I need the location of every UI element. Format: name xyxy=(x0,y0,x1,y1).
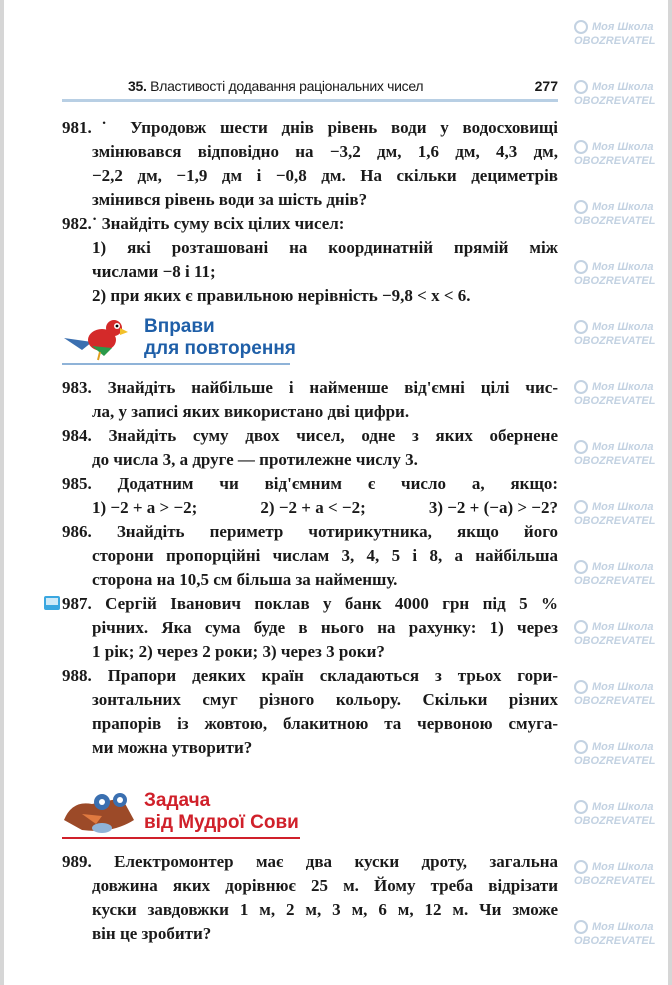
banner-underline xyxy=(62,363,290,365)
banner-title-line1: Задача xyxy=(144,790,211,811)
problem-line: 2) при яких є правильною нерівність −9,8 < x < 6. xyxy=(92,286,471,305)
watermark: Моя Школа OBOZREVATEL xyxy=(574,441,656,468)
computer-icon xyxy=(44,596,60,610)
problem-line: сторона на 10,5 см більша за найменшу. xyxy=(92,570,398,589)
problem-line: 985. Додатним чи від'ємним є число a, якщо: xyxy=(62,474,558,493)
watermark: Моя Школа OBOZREVATEL xyxy=(574,681,656,708)
page-edge-right xyxy=(668,0,672,985)
problem-line: ми можна утворити? xyxy=(92,738,253,757)
parrot-icon xyxy=(62,316,140,364)
problem-line: куски завдовжки 1 м, 2 м, 3 м, 6 м, 12 м. Чи зможе xyxy=(92,900,558,919)
problem-line: числами −8 і 11; xyxy=(92,262,216,281)
problem-line: до числа 3, а друге — протилежне числу 3. xyxy=(92,450,418,469)
watermark: Моя Школа OBOZREVATEL xyxy=(574,261,656,288)
problem-line: змінювався відповідно на −3,2 дм, 1,6 дм, 4,3 дм, xyxy=(92,142,558,161)
banner-title-line2: для повторення xyxy=(144,338,296,359)
watermark-logo-icon xyxy=(574,260,588,274)
banner-underline xyxy=(62,837,300,839)
problem-line: 989. Електромонтер має два куски дроту, загальна xyxy=(62,852,558,871)
watermark-logo-icon xyxy=(574,920,588,934)
watermark-logo-icon xyxy=(574,560,588,574)
watermark: Моя Школа OBOZREVATEL xyxy=(574,81,656,108)
problem-line: 983. Знайдіть найбільше і найменше від'ємні цілі чис- xyxy=(62,378,558,397)
page-number: 277 xyxy=(534,78,558,94)
watermark-logo-icon xyxy=(574,740,588,754)
watermark: Моя Школа OBOZREVATEL xyxy=(574,201,656,228)
problem-item xyxy=(62,212,558,308)
section-number: 35. xyxy=(128,78,147,94)
watermark: Моя Школа OBOZREVATEL xyxy=(574,801,656,828)
problem-item xyxy=(62,664,558,760)
problem-line: 987. Сергій Іванович поклав у банк 4000 грн під 5 % xyxy=(62,594,558,613)
banner-title-line2: від Мудрої Сови xyxy=(144,812,299,833)
banner-title-line1: Вправи xyxy=(144,316,215,337)
page-body xyxy=(62,116,558,946)
watermark: Моя Школа OBOZREVATEL xyxy=(574,321,656,348)
running-header xyxy=(128,78,558,98)
watermark-logo-icon xyxy=(574,20,588,34)
problem-item xyxy=(62,116,558,212)
watermark-logo-icon xyxy=(574,800,588,814)
watermark: Моя Школа OBOZREVATEL xyxy=(574,21,656,48)
problem-item xyxy=(62,850,558,946)
watermark: Моя Школа OBOZREVATEL xyxy=(574,861,656,888)
problem-line: 1 рік; 2) через 2 роки; 3) через 3 роки? xyxy=(92,642,385,661)
watermark: Моя Школа OBOZREVATEL xyxy=(574,921,656,948)
problem-line: 988. Прапори деяких країн складаються з трьох гори- xyxy=(62,666,558,685)
watermark-logo-icon xyxy=(574,140,588,154)
watermark: Моя Школа OBOZREVATEL xyxy=(574,741,656,768)
problems-981-982 xyxy=(62,116,558,308)
watermark-logo-icon xyxy=(574,860,588,874)
problem-line: змінився рівень води за шість днів? xyxy=(92,190,368,209)
watermark-logo-icon xyxy=(574,500,588,514)
problem-line: 984. Знайдіть суму двох чисел, одне з яких обернене xyxy=(62,426,558,445)
problem-989 xyxy=(62,850,558,946)
option: 3) −2 + (−a) > −2? xyxy=(428,498,558,517)
problem-line: 982.˙ Знайдіть суму всіх цілих чисел: xyxy=(62,214,345,233)
header-rule xyxy=(62,99,558,102)
problem-line: 986. Знайдіть периметр чотирикутника, якщо його xyxy=(62,522,558,541)
watermark-logo-icon xyxy=(574,620,588,634)
problem-line: зонтальних смуг різного кольору. Скільки різних xyxy=(92,690,558,709)
watermark-logo-icon xyxy=(574,440,588,454)
watermark: Моя Школа OBOZREVATEL xyxy=(574,501,656,528)
watermark: Моя Школа OBOZREVATEL xyxy=(574,621,656,648)
page-edge-left xyxy=(0,0,4,985)
problem-item xyxy=(62,424,558,472)
answer-options xyxy=(92,496,558,520)
section-banner-review xyxy=(62,316,558,366)
problem-item xyxy=(62,592,558,664)
watermark-logo-icon xyxy=(574,80,588,94)
watermark: Моя Школа OBOZREVATEL xyxy=(574,381,656,408)
option: 1) −2 + a > −2; xyxy=(92,498,198,517)
problem-item xyxy=(62,520,558,592)
problem-line: прапорів із жовтою, блакитною та червоною смуга- xyxy=(92,714,558,733)
watermark: Моя Школа OBOZREVATEL xyxy=(574,141,656,168)
option: 2) −2 + a < −2; xyxy=(260,498,366,517)
problem-item xyxy=(62,472,558,520)
problem-line: сторони пропорційні числам 3, 4, 5 і 8, а найбільша xyxy=(92,546,558,565)
problem-line: 1) які розташовані на координатній прямій між xyxy=(92,238,558,257)
problem-line: ла, у записі яких використано дві цифри. xyxy=(92,402,410,421)
watermark-logo-icon xyxy=(574,680,588,694)
watermark-logo-icon xyxy=(574,200,588,214)
watermark-logo-icon xyxy=(574,320,588,334)
problem-line: річних. Яка сума буде в нього на рахунку: 1) через xyxy=(92,618,558,637)
section-banner-owl xyxy=(62,790,558,840)
problem-item xyxy=(62,376,558,424)
problem-line: довжина яких дорівнює 25 м. Йому треба відрізати xyxy=(92,876,558,895)
problem-line: −2,2 дм, −1,9 дм і −0,8 дм. На скільки дециметрів xyxy=(92,166,558,185)
owl-icon xyxy=(62,790,140,836)
problem-line: 981.˙ Упродовж шести днів рівень води у водосховищі xyxy=(62,118,558,137)
problem-line: він це зробити? xyxy=(92,924,212,943)
watermark-logo-icon xyxy=(574,380,588,394)
problems-983-988 xyxy=(62,376,558,760)
watermark: Моя Школа OBOZREVATEL xyxy=(574,561,656,588)
section-title: Властивості додавання раціональних чисел xyxy=(150,78,424,94)
